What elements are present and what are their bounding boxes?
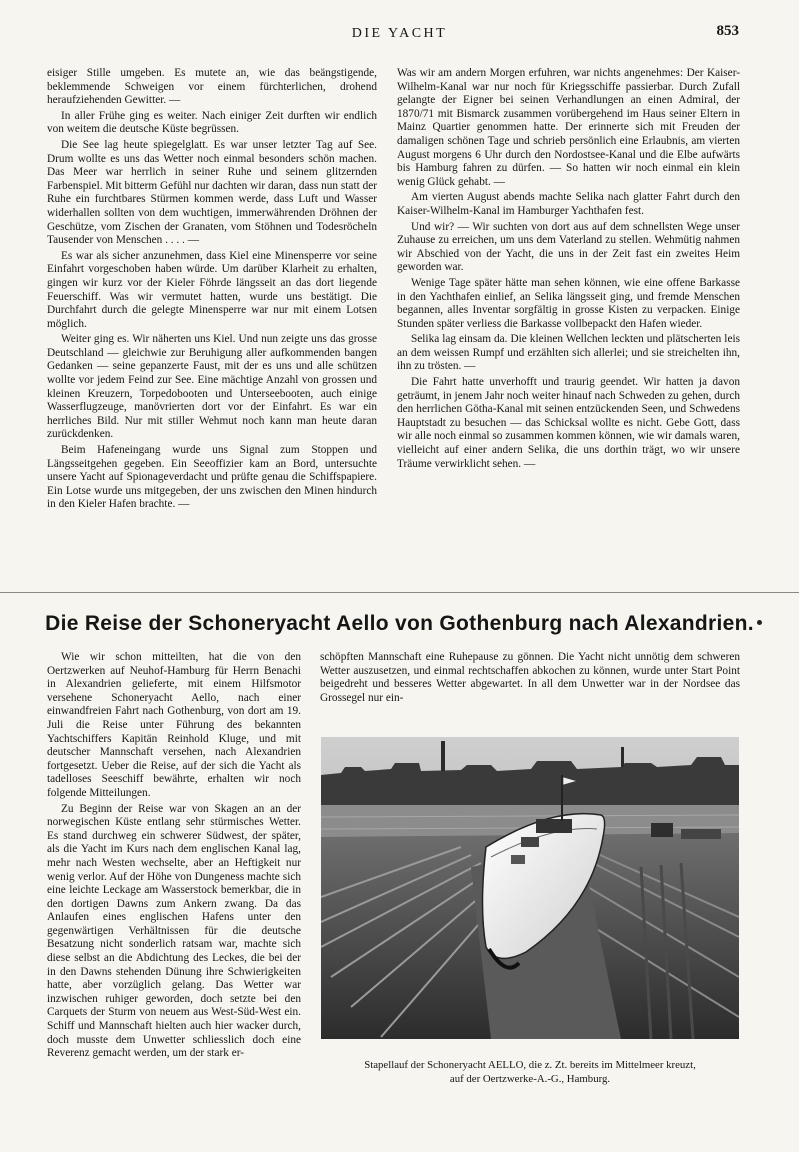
paragraph: Wenige Tage später hätte man sehen können, wie eine offene Barkasse in den Yachthafen einlief, an Selika längsseit ging, und fremde Menschen begannen, alles Inventar sorgfältig in grosse Kisten zu verpacken. Einige Stunden später verliess die Barkasse vollbepackt den Hafen wieder. <box>397 276 740 330</box>
paragraph: Weiter ging es. Wir näherten uns Kiel. Und nun zeigte uns das grosse Deutschland — gleichwie zur Beruhigung aller aufkommenden bangen Gedanken — seine gepanzerte Faust, mit der es uns und alle schützen wollte vor jedem Feind zur See. Eine mächtige Anzahl von grossen und kleinen Kreuzern, Torpedobooten und Unterseebooten, auch einige Wasserflugzeuge, manövrierten dort vor der Einfahrt. Es war ein herrliches Bild. Nur mit stiller Wehmut noch kann man heute daran zurückdenken. <box>47 333 377 441</box>
paragraph: In aller Frühe ging es weiter. Nach einiger Zeit durften wir endlich von weitem die deutsche Küste begrüssen. <box>47 109 377 136</box>
caption-line: Stapellauf der Schoneryacht AELLO, die z. Zt. bereits im Mittelmeer kreuzt, <box>364 1059 696 1071</box>
paragraph: Wie wir schon mitteilten, hat die von den Oertzwerken auf Neuhof-Hamburg für Herrn Benachi in Alexandrien gelieferte, mit einem Hilfsmotor versehene Schoneryacht Aello, nach einer einwandfreien Fahrt nach Gothenburg, von dort am 19. Juli die Reise unter Führung des bekannten Yachtschiffers Kapitän Reinhold Kluge, und mit deutscher Mannschaft versehen, nach Alexandrien fortgesetzt. Ueber die Reise, auf der sich die Yacht als tadelloses Seeschiff bewährte, erhalten wir noch folgende Mitteilungen. <box>47 651 301 799</box>
article-right-column <box>320 651 740 726</box>
ink-dot <box>757 620 762 625</box>
caption-line: auf der Oertzwerke-A.-G., Hamburg. <box>449 1073 611 1085</box>
paragraph: Und wir? — Wir suchten von dort aus auf dem schnellsten Wege unser Zuhause zu erreichen, um uns dem Vaterland zu stellen. Wehmütig nahmen wir Abschied von der Yacht, die uns in der Zeit fast ein zweites Heim geworden war. <box>397 220 740 274</box>
section-divider <box>0 592 799 593</box>
paragraph: Es war als sicher anzunehmen, dass Kiel eine Minensperre vor seine Einfahrt vorgeschoben haben würde. Um darüber Klarheit zu erhalten, gingen wir kurz vor der Kieler Föhrde längsseit an das dort liegende Feuerschiff. Was wir vermutet hatten, wurde uns bestätigt. Die Durchfahrt durch die gelegte Minensperre war nur mit einem Lotsen möglich. <box>47 249 377 330</box>
paragraph: Die See lag heute spiegelglatt. Es war unser letzter Tag auf See. Drum wollte es uns das Wetter noch einmal besonders schön machen. Das Meer war herrlich in seiner Ruhe und seinem glitzernden Farbenspiel. Mit bitterm Gefühl nur dachten wir daran, dass nun statt der Ruhe ein furchtbares Stürmen kommen werde, dass Luft und Wasser widerhallen sollten von dem wuchtigen, immerwährenden Dröhnen der Geschütze, vom Zischen der Granaten, vom Stöhnen und Todesröcheln Tausender von Menschen . . . . — <box>47 138 377 247</box>
paragraph: eisiger Stille umgeben. Es mutete an, wie das beängstigende, beklemmende Schweigen vor einem fürchterlichen, drohend heraufziehenden Gewitter. — <box>47 67 377 107</box>
paragraph: Zu Beginn der Reise war von Skagen an an der norwegischen Küste entlang sehr stürmisches Wetter. Es stand durchweg ein schwerer Südwest, der später, als die Yacht im Kurs nach dem englischen Kanal lag, mehr nach Westen wechselte, aber an Heftigkeit nur wenig verlor. Auf der Höhe von Dungeness machte sich eine leichte Leckage am Wasserstock bemerkbar, die in den dortigen Dawns zum Ankern zwang. Da das Anlaufen eines englischen Hafens unter den gegenwärtigen Verhältnissen für die deutsche Besatzung nicht sonderlich ratsam war, machte sich diese selbst an die Abdichtung des Leckes, die bei der in den Dawns stehenden Dünung ihre Schwierigkeiten hatte, aber vorzüglich gelang. Das Wetter war inzwischen ruhiger geworden, doch setzte bei den Carquets der Sturm von neuem aus West-Süd-West ein. Schiff und Mannschaft hielten auch hier wacker durch, doch musste dem Unwetter schliesslich doch eine Reverenz gemacht werden, um der stark er- <box>47 802 301 1060</box>
prev-article-left-column <box>47 67 377 563</box>
running-head <box>0 23 799 46</box>
photo-caption <box>321 1058 739 1086</box>
paragraph: Selika lag einsam da. Die kleinen Wellchen leckten und plätscherten leis an dem weissen Rumpf und erzählten sich allerlei; und sie streichelten ihn, ihn zu trösten. — <box>397 333 740 373</box>
running-title: DIE YACHT <box>351 26 448 41</box>
prev-article-right-column <box>397 67 740 563</box>
paragraph: Am vierten August abends machte Selika nach glatter Fahrt durch den Kaiser-Wilhelm-Kanal im Hamburger Yachthafen fest. <box>397 191 740 217</box>
paragraph: Beim Hafeneingang wurde uns Signal zum Stoppen und Längsseitgehen gegeben. Ein Seeoffizier kam an Bord, untersuchte unsere Yacht auf Spionageverdacht und prüfte genau die Schiffspapiere. Ein Lotse wurde uns mitgegeben, der uns zwischen den Minen hindurch in den Kieler Hafen brachte. — <box>47 444 377 511</box>
paragraph: Die Fahrt hatte unverhofft und traurig geendet. Wir hatten ja davon geträumt, in jenem Jahr noch weiter hinauf nach Schweden zu gehen, durch den herrlichen Götha-Kanal mit seinen entzückenden Seen, und Schwedens Hauptstadt zu besuchen — das Schicksal wollte es nicht. Gebe Gott, dass wir alle noch einmal so zusammen kommen können, wie wir damals waren, vielleicht auf einer andern Selika, die uns dorthin trägt, wo wir unsere Träume verwirklicht sehen. — <box>397 376 740 470</box>
page-number: 853 <box>716 23 739 39</box>
article-title: Die Reise der Schoneryacht Aello von Gothenburg nach Alexandrien. <box>45 612 754 635</box>
article-left-column <box>47 651 301 1096</box>
yacht-launch-photo <box>321 737 739 1039</box>
paragraph: schöpften Mannschaft eine Ruhepause zu gönnen. Die Yacht nicht unnötig dem schweren Wetter auszusetzen, und einmal rechtschaffen abkochen zu können, wurde unter Start Point beigedreht und besseres Wetter abgewartet. In all dem Unwetter war in der Nordsee das Grossegel nur ein- <box>320 651 740 704</box>
paragraph: Was wir am andern Morgen erfuhren, war nichts angenehmes: Der Kaiser-Wilhelm-Kanal war nur noch für Kriegsschiffe passierbar. Durch Zufall gelangte der Eigner bei seinen Verhandlungen an einen Admiral, der 1870/71 mit Bismarck zusammen vorübergehend im Haus seiner Eltern in Mainz Quartier genommen hatte. Der erinnerte sich mit Freuden der damaligen schönen Tage und schrieb persönlich eine Erlaubnis, am vierten August morgens 6 Uhr durch den Nordostsee-Kanal und die Elbe aufwärts bis Hamburg fahren zu dürfen. — So hatten wir noch einmal ein klein wenig Glück gehabt. — <box>397 67 740 188</box>
